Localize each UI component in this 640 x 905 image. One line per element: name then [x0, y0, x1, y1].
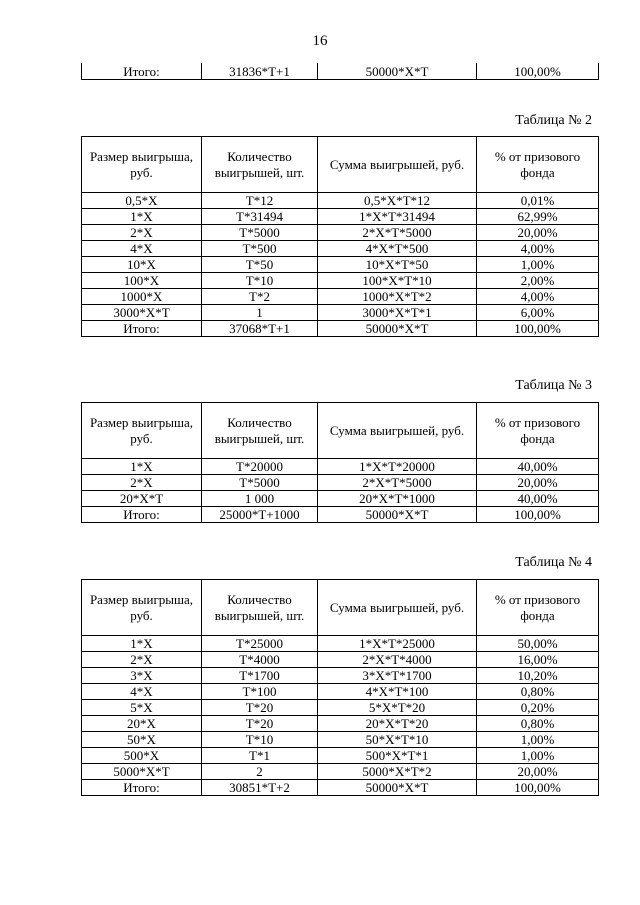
- cell-sum: 50000*Х*Т: [318, 507, 477, 523]
- cell-sum: 10*Х*Т*50: [318, 257, 477, 273]
- cell-sum: 20*Х*Т*1000: [318, 491, 477, 507]
- cell-sum: 50000*Х*Т: [318, 63, 477, 80]
- cell-sum: 50000*Х*Т: [318, 780, 477, 796]
- cell-percent: 0,20%: [477, 700, 599, 716]
- cell-sum: 2*Х*Т*4000: [318, 652, 477, 668]
- cell-size: 20*Х: [82, 716, 202, 732]
- cell-sum: 5000*Х*Т*2: [318, 764, 477, 780]
- cell-size: 4*Х: [82, 241, 202, 257]
- header-sum: Сумма выигрышей, руб.: [318, 580, 477, 636]
- cell-sum: 2*Х*Т*5000: [318, 225, 477, 241]
- cell-percent: 20,00%: [477, 225, 599, 241]
- cell-percent: 20,00%: [477, 764, 599, 780]
- cell-size: 4*Х: [82, 684, 202, 700]
- header-size: Размер выигрыша, руб.: [82, 403, 202, 459]
- table-total-row: [82, 780, 599, 796]
- cell-count: 37068*Т+1: [202, 321, 318, 337]
- cell-count: Т*500: [202, 241, 318, 257]
- table-row: [82, 459, 599, 475]
- cell-sum: 1*Х*Т*31494: [318, 209, 477, 225]
- cell-size: Итого:: [82, 63, 202, 80]
- cell-sum: 100*Х*Т*10: [318, 273, 477, 289]
- cell-size: 20*Х*Т: [82, 491, 202, 507]
- cell-percent: 1,00%: [477, 732, 599, 748]
- cell-count: Т*1700: [202, 668, 318, 684]
- table-row: [82, 748, 599, 764]
- cell-percent: 50,00%: [477, 636, 599, 652]
- header-count: Количество выигрышей, шт.: [202, 403, 318, 459]
- cell-count: 1: [202, 305, 318, 321]
- cell-count: Т*20: [202, 700, 318, 716]
- header-percent: % от призового фонда: [477, 580, 599, 636]
- table3-caption: Таблица № 3: [515, 378, 592, 393]
- cell-percent: 62,99%: [477, 209, 599, 225]
- cell-size: 0,5*Х: [82, 193, 202, 209]
- cell-count: Т*5000: [202, 475, 318, 491]
- cell-count: 1 000: [202, 491, 318, 507]
- cell-size: Итого:: [82, 780, 202, 796]
- cell-sum: 1*Х*Т*20000: [318, 459, 477, 475]
- header-percent: % от призового фонда: [477, 137, 599, 193]
- cell-size: 100*Х: [82, 273, 202, 289]
- cell-percent: 40,00%: [477, 459, 599, 475]
- table-row: [82, 684, 599, 700]
- cell-count: Т*5000: [202, 225, 318, 241]
- table4: [81, 579, 599, 796]
- cell-percent: 4,00%: [477, 289, 599, 305]
- table-total-row: [82, 321, 599, 337]
- header-size: Размер выигрыша, руб.: [82, 137, 202, 193]
- cell-size: 1*Х: [82, 209, 202, 225]
- cell-percent: 100,00%: [477, 507, 599, 523]
- cell-count: 2: [202, 764, 318, 780]
- table-row: [82, 764, 599, 780]
- prev-table-total: [81, 63, 599, 80]
- header-percent: % от призового фонда: [477, 403, 599, 459]
- cell-percent: 0,80%: [477, 716, 599, 732]
- table-header-row: [82, 580, 599, 636]
- cell-count: Т*10: [202, 732, 318, 748]
- cell-percent: 20,00%: [477, 475, 599, 491]
- table-row: [82, 209, 599, 225]
- cell-count: Т*31494: [202, 209, 318, 225]
- cell-sum: 50000*Х*Т: [318, 321, 477, 337]
- table2-caption: Таблица № 2: [515, 113, 592, 128]
- cell-count: Т*20: [202, 716, 318, 732]
- table-row: [82, 225, 599, 241]
- cell-percent: 6,00%: [477, 305, 599, 321]
- cell-percent: 16,00%: [477, 652, 599, 668]
- table-row: [82, 732, 599, 748]
- cell-size: 10*Х: [82, 257, 202, 273]
- cell-percent: 2,00%: [477, 273, 599, 289]
- cell-percent: 1,00%: [477, 257, 599, 273]
- cell-sum: 500*Х*Т*1: [318, 748, 477, 764]
- table-row: [82, 63, 599, 80]
- table-header-row: [82, 137, 599, 193]
- cell-size: 3*Х: [82, 668, 202, 684]
- cell-size: 2*Х: [82, 652, 202, 668]
- cell-percent: 40,00%: [477, 491, 599, 507]
- cell-size: 1*Х: [82, 636, 202, 652]
- cell-size: 500*Х: [82, 748, 202, 764]
- cell-percent: 0,80%: [477, 684, 599, 700]
- header-sum: Сумма выигрышей, руб.: [318, 403, 477, 459]
- cell-percent: 1,00%: [477, 748, 599, 764]
- cell-count: Т*50: [202, 257, 318, 273]
- cell-size: 2*Х: [82, 475, 202, 491]
- cell-size: Итого:: [82, 507, 202, 523]
- cell-size: 3000*Х*Т: [82, 305, 202, 321]
- cell-count: Т*12: [202, 193, 318, 209]
- cell-sum: 1000*Х*Т*2: [318, 289, 477, 305]
- cell-percent: 10,20%: [477, 668, 599, 684]
- cell-sum: 4*Х*Т*500: [318, 241, 477, 257]
- table-row: [82, 305, 599, 321]
- table-row: [82, 636, 599, 652]
- cell-count: Т*100: [202, 684, 318, 700]
- table-row: [82, 193, 599, 209]
- table2: [81, 136, 599, 337]
- cell-size: 5*Х: [82, 700, 202, 716]
- table-row: [82, 289, 599, 305]
- header-size: Размер выигрыша, руб.: [82, 580, 202, 636]
- cell-count: Т*25000: [202, 636, 318, 652]
- cell-percent: 100,00%: [477, 780, 599, 796]
- cell-percent: 4,00%: [477, 241, 599, 257]
- cell-sum: 50*Х*Т*10: [318, 732, 477, 748]
- table-row: [82, 257, 599, 273]
- cell-sum: 4*Х*Т*100: [318, 684, 477, 700]
- cell-sum: 1*Х*Т*25000: [318, 636, 477, 652]
- cell-percent: 100,00%: [477, 63, 599, 80]
- header-count: Количество выигрышей, шт.: [202, 137, 318, 193]
- table4-caption: Таблица № 4: [515, 555, 592, 570]
- table-row: [82, 668, 599, 684]
- table-row: [82, 475, 599, 491]
- cell-size: 2*Х: [82, 225, 202, 241]
- cell-count: 30851*Т+2: [202, 780, 318, 796]
- cell-sum: 0,5*Х*Т*12: [318, 193, 477, 209]
- table-row: [82, 241, 599, 257]
- table-row: [82, 716, 599, 732]
- table-header-row: [82, 403, 599, 459]
- cell-size: 5000*Х*Т: [82, 764, 202, 780]
- header-count: Количество выигрышей, шт.: [202, 580, 318, 636]
- table-row: [82, 491, 599, 507]
- cell-size: 50*Х: [82, 732, 202, 748]
- cell-count: Т*20000: [202, 459, 318, 475]
- cell-sum: 5*Х*Т*20: [318, 700, 477, 716]
- header-sum: Сумма выигрышей, руб.: [318, 137, 477, 193]
- cell-count: 31836*Т+1: [202, 63, 318, 80]
- table-row: [82, 273, 599, 289]
- cell-sum: 20*Х*Т*20: [318, 716, 477, 732]
- cell-size: 1*Х: [82, 459, 202, 475]
- cell-count: Т*1: [202, 748, 318, 764]
- cell-sum: 3*Х*Т*1700: [318, 668, 477, 684]
- table3: [81, 402, 599, 523]
- cell-percent: 0,01%: [477, 193, 599, 209]
- table-row: [82, 652, 599, 668]
- cell-size: 1000*Х: [82, 289, 202, 305]
- cell-count: Т*4000: [202, 652, 318, 668]
- table-row: [82, 700, 599, 716]
- cell-percent: 100,00%: [477, 321, 599, 337]
- cell-count: Т*2: [202, 289, 318, 305]
- cell-sum: 2*Х*Т*5000: [318, 475, 477, 491]
- table-total-row: [82, 507, 599, 523]
- cell-size: Итого:: [82, 321, 202, 337]
- cell-sum: 3000*Х*Т*1: [318, 305, 477, 321]
- cell-count: Т*10: [202, 273, 318, 289]
- page-number: 16: [312, 33, 328, 49]
- cell-count: 25000*Т+1000: [202, 507, 318, 523]
